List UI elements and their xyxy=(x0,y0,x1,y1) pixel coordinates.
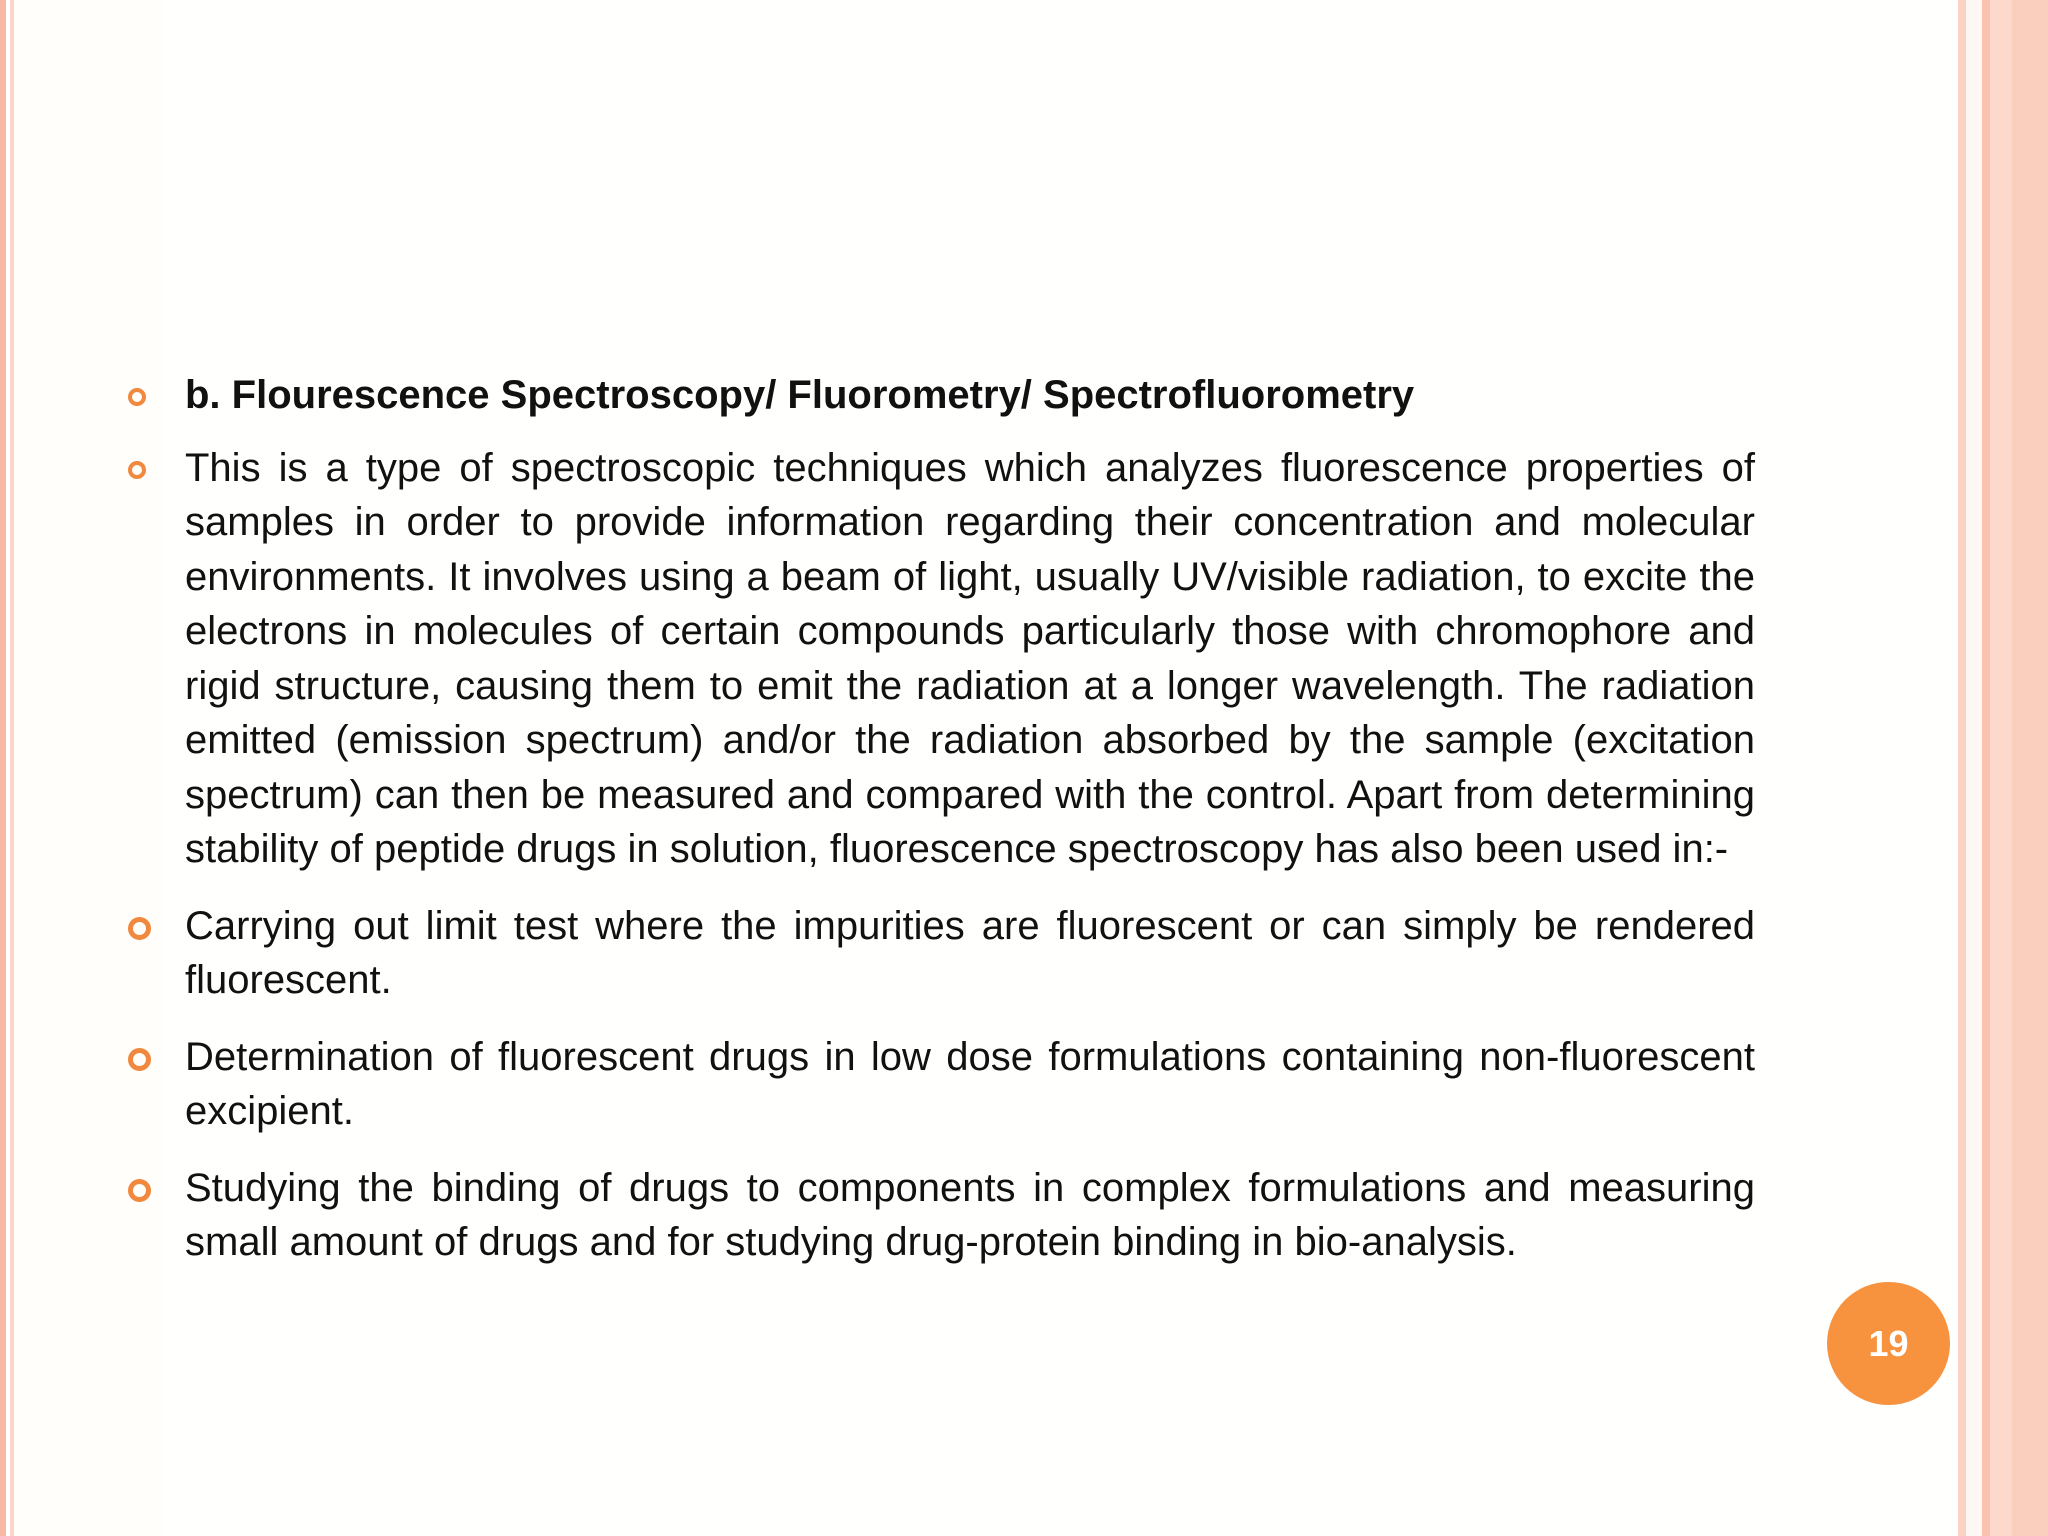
right-decor-stripe-a xyxy=(1958,0,1966,1536)
right-decor-stripe-d xyxy=(1990,0,2012,1536)
ring-bullet-icon xyxy=(128,388,146,406)
bullet-item-description xyxy=(120,441,1755,877)
left-decor-stripe xyxy=(0,0,6,1536)
ring-bullet-icon xyxy=(128,1179,151,1202)
bullet-text: Studying the binding of drugs to components in complex formulations and measuring small amount of drugs and for studying drug-protein binding in bio-analysis. xyxy=(185,1165,1755,1264)
bullet-text: Carrying out limit test where the impurities are fluorescent or can simply be rendered fluorescent. xyxy=(185,903,1755,1002)
ring-bullet-icon xyxy=(128,1048,151,1071)
page-number-badge xyxy=(1827,1282,1950,1405)
slide-body xyxy=(120,368,1755,1292)
bullet-item-limit-test xyxy=(120,899,1755,1008)
bullet-text: This is a type of spectroscopic techniques which analyzes fluorescence properties of samples in order to provide information regarding their concentration and molecular environments. It involves using a beam of light, usually UV/visible radiation, to excite the electrons in molecules of certain compounds particularly those with chromophore and rigid structure, causing them to emit the radiation at a longer wavelength. The radiation emitted (emission spectrum) and/or the radiation absorbed by the sample (excitation spectrum) can then be measured and compared with the control. Apart from determining stability of peptide drugs in solution, fluorescence spectroscopy has also been used in:- xyxy=(185,445,1755,871)
bullet-item-determination xyxy=(120,1030,1755,1139)
bullet-text: Determination of fluorescent drugs in low dose formulations containing non-fluorescent excipient. xyxy=(185,1034,1755,1133)
ring-bullet-icon xyxy=(128,461,146,479)
bullet-heading xyxy=(120,368,1755,423)
right-decor-stripe-b xyxy=(1966,0,1982,1536)
right-decor-stripe-e xyxy=(2012,0,2048,1536)
ring-bullet-icon xyxy=(128,917,151,940)
right-decor-stripe-c xyxy=(1982,0,1990,1536)
heading-text: b. Flourescence Spectroscopy/ Fluorometry/ Spectrofluorometry xyxy=(185,373,1415,417)
page-number: 19 xyxy=(1868,1322,1909,1364)
bullet-item-binding xyxy=(120,1161,1755,1270)
